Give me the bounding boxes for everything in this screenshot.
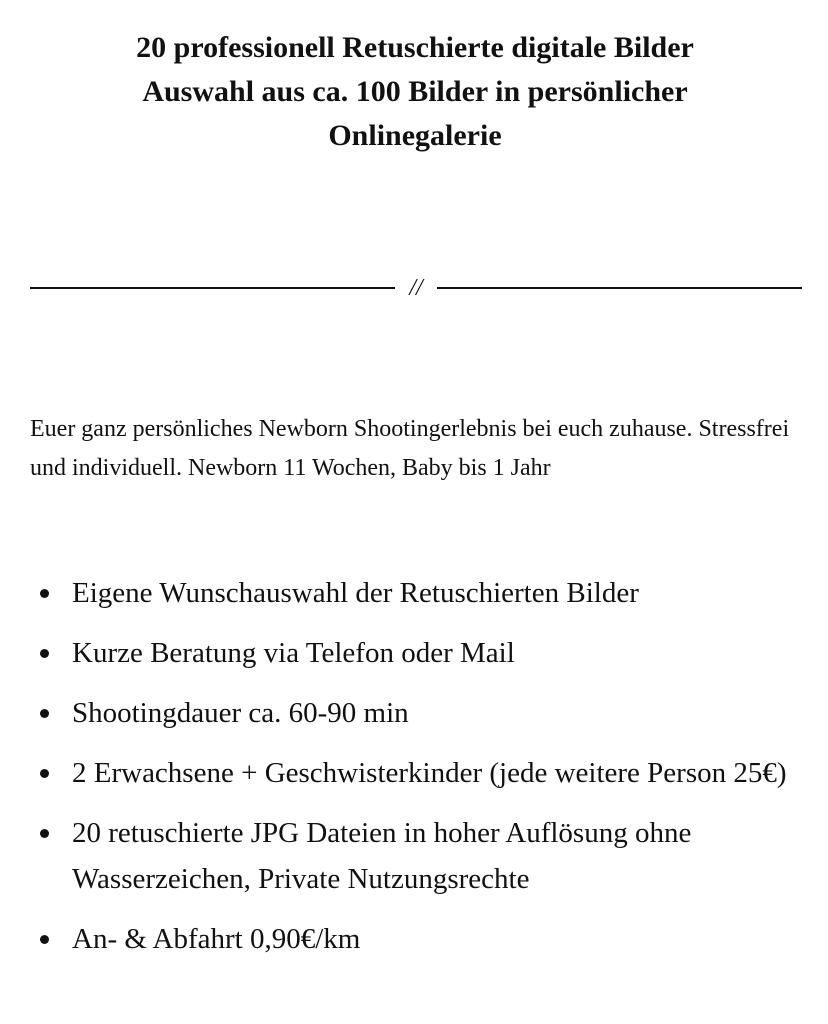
feature-text: Eigene Wunschauswahl der Retuschierten Bilder <box>72 577 639 609</box>
feature-item <box>30 916 810 962</box>
feature-item <box>30 750 810 796</box>
feature-text: An- & Abfahrt 0,90€/km <box>72 923 361 955</box>
bullet-icon <box>40 649 49 658</box>
package-title-line-1: 20 professionell Retuschierte digitale Bilder <box>136 31 694 64</box>
feature-item <box>30 570 810 616</box>
feature-text: Kurze Beratung via Telefon oder Mail <box>72 637 515 669</box>
feature-text: Shootingdauer ca. 60-90 min <box>72 697 409 729</box>
feature-item <box>30 630 810 676</box>
divider-line-left <box>30 287 395 289</box>
package-title <box>30 26 800 158</box>
feature-list <box>30 570 810 976</box>
intro-text: Euer ganz persönliches Newborn Shootingerlebnis bei euch zuhause. Stressfrei und individuell. Newborn 11 Wochen, Baby bis 1 Jahr <box>30 416 790 481</box>
bullet-icon <box>40 829 49 838</box>
bullet-icon <box>40 935 49 944</box>
package-title-line-2: Auswahl aus ca. 100 Bilder in persönlicher <box>142 75 688 108</box>
divider-line-right <box>437 287 802 289</box>
bullet-icon <box>40 769 49 778</box>
feature-item <box>30 690 810 736</box>
feature-text: 2 Erwachsene + Geschwisterkinder (jede weitere Person 25€) <box>72 757 787 789</box>
feature-item <box>30 810 810 902</box>
package-title-line-3: Onlinegalerie <box>328 119 502 152</box>
section-divider <box>30 270 802 306</box>
divider-mark: // <box>409 275 423 301</box>
feature-text: 20 retuschierte JPG Dateien in hoher Auflösung ohne Wasserzeichen, Private Nutzungsrechte <box>72 817 692 895</box>
bullet-icon <box>40 589 49 598</box>
bullet-icon <box>40 709 49 718</box>
